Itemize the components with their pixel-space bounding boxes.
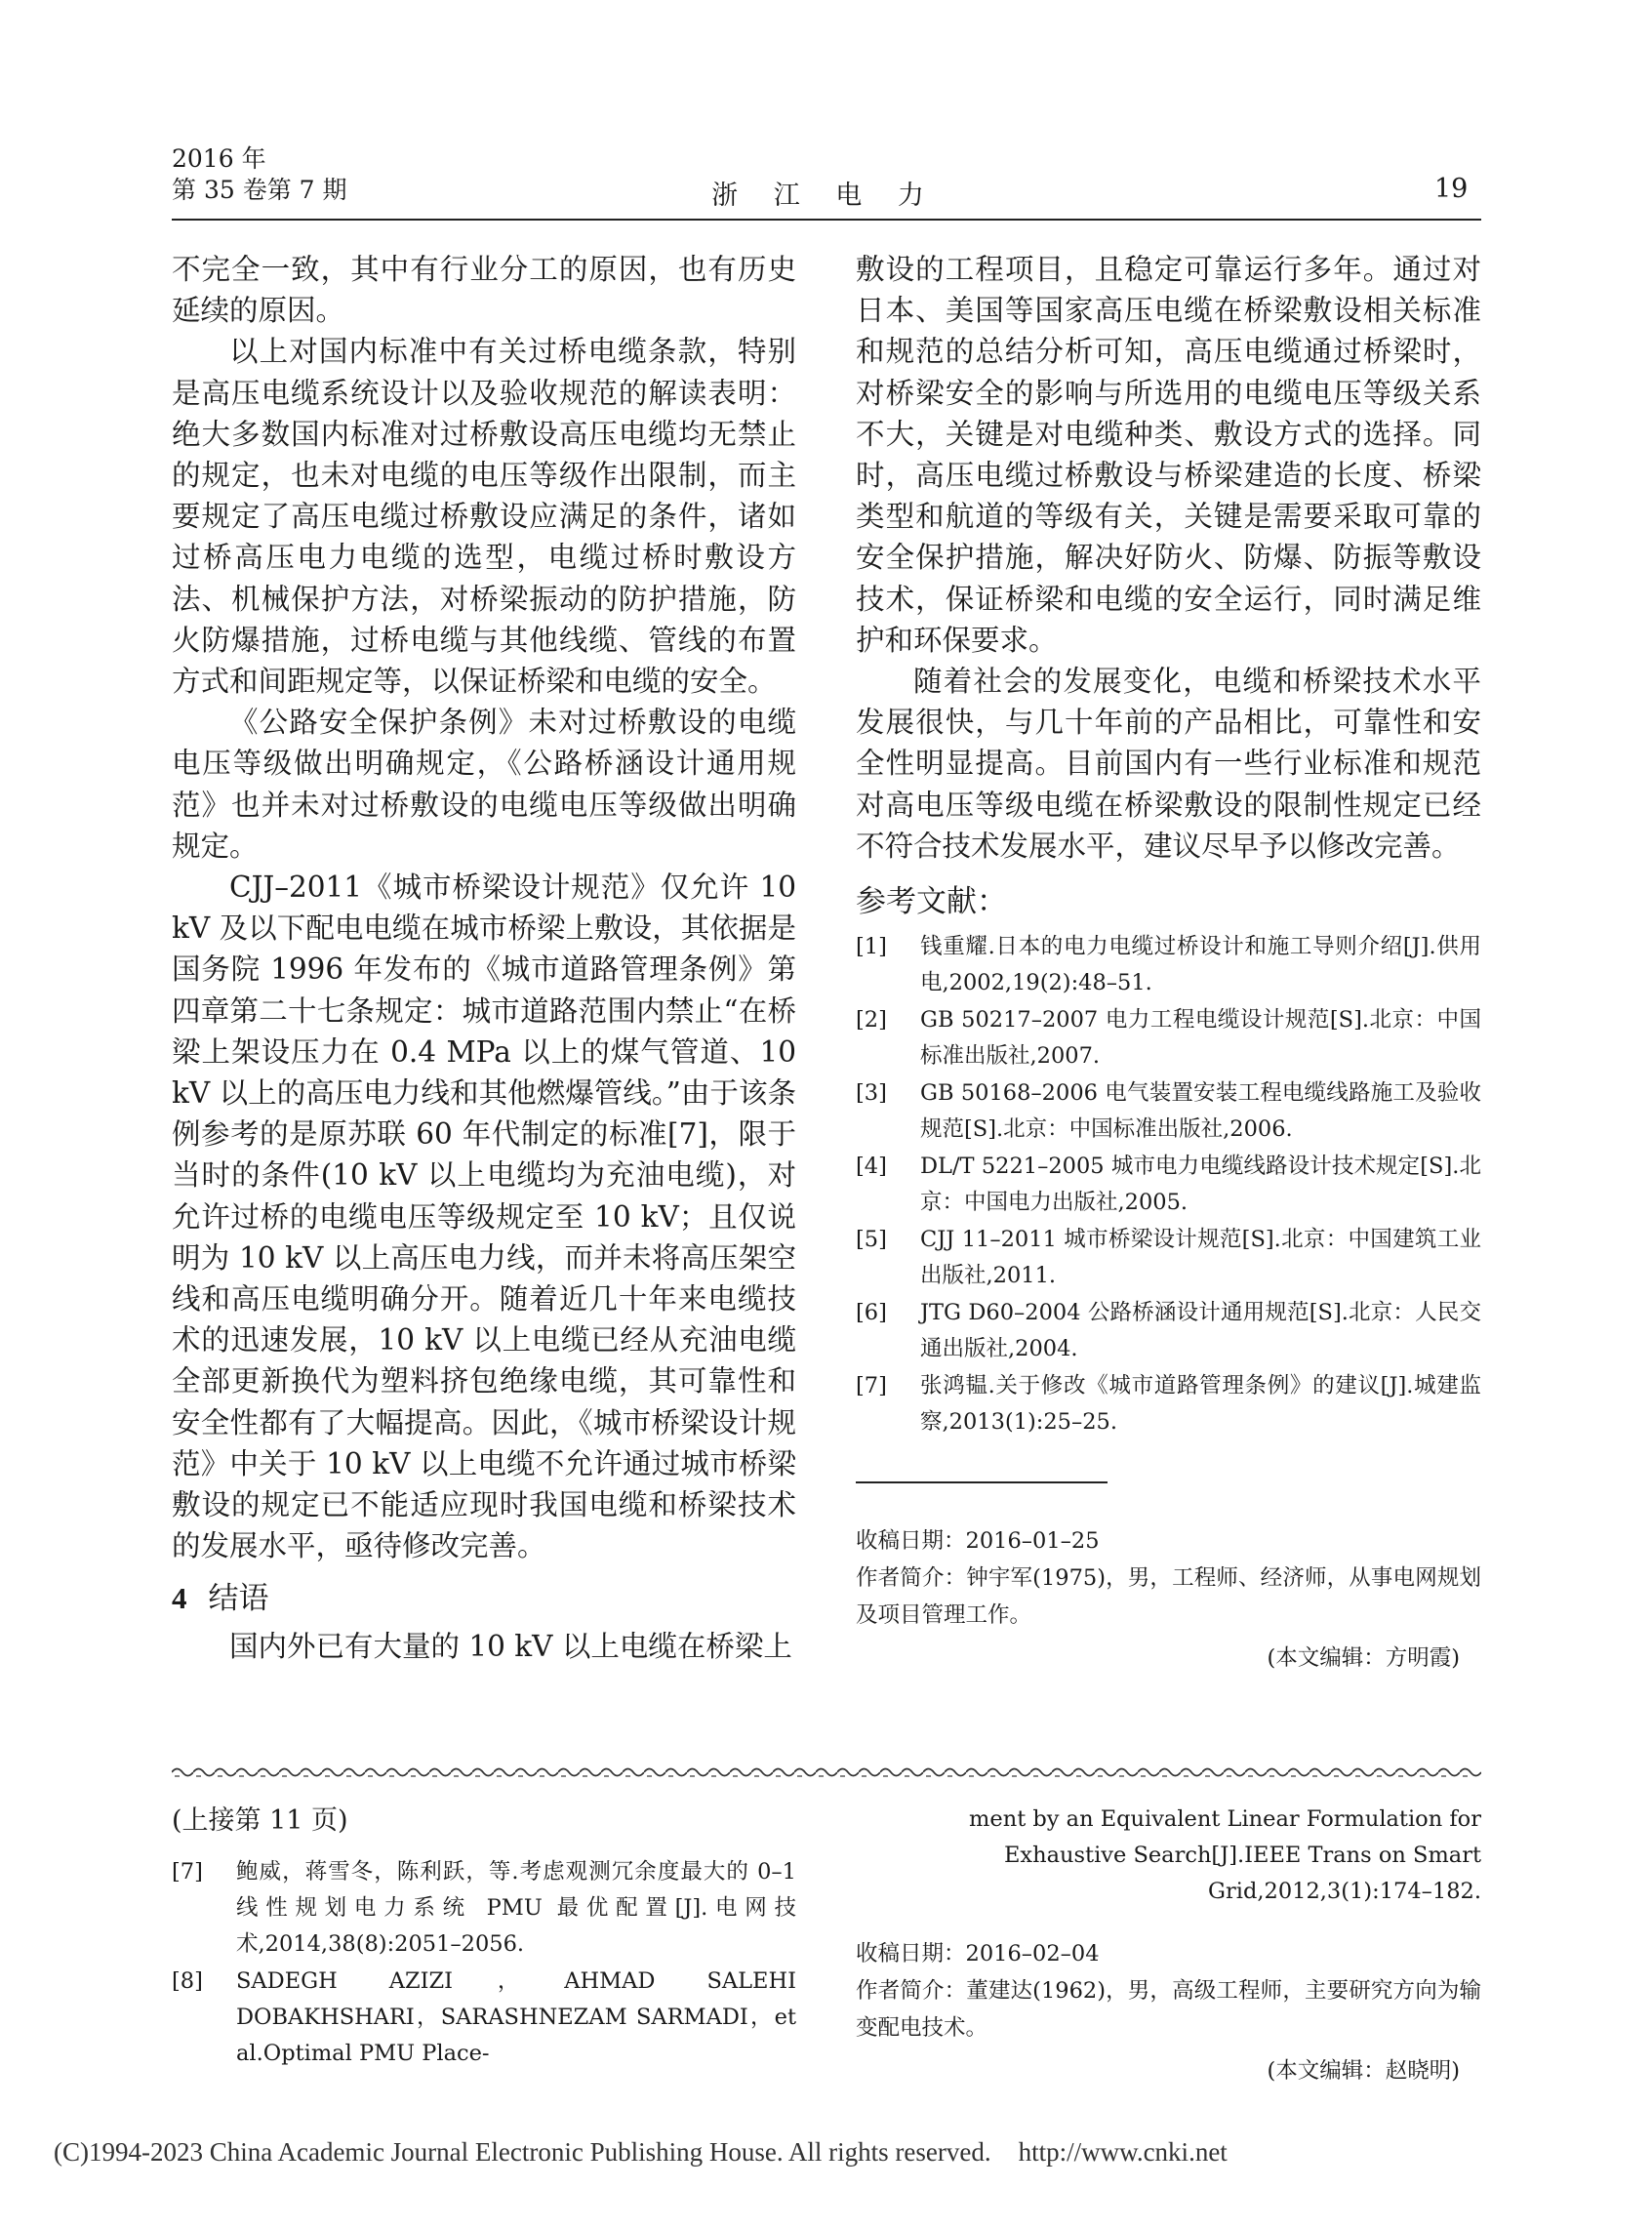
reference-item — [856, 1222, 1481, 1294]
reference-text: CJJ 11–2011 城市桥梁设计规范[S].北京：中国建筑工业出版社,2011. — [920, 1227, 1481, 1289]
references-title: 参考文献： — [856, 884, 1007, 920]
reference-item — [856, 1149, 1481, 1221]
reference-item — [172, 1964, 796, 2072]
left-column — [172, 249, 796, 1667]
reference-tag: [5] — [856, 1227, 887, 1253]
reference-text: SADEGH AZIZI，AHMAD SALEHI DOBAKHSHARI，SARASHNEZAM SARMADI，et al.Optimal PMU Place- — [236, 1968, 796, 2066]
editor-note: (本文编辑：方明霞) — [1267, 1645, 1460, 1672]
right-column — [856, 249, 1481, 1677]
section-number: 4 — [172, 1580, 187, 1615]
paragraph: CJJ–2011《城市桥梁设计规范》仅允许 10 kV 及以下配电电缆在城市桥梁上敷设，其依据是国务院 1996 年发布的《城市道路管理条例》第四章第二十七条规定：城市道路范围内禁止“在桥梁上架设压力在 0.4 MPa 以上的煤气管道、10 kV 以上的高压电力线和其他燃爆管线。”由于该条例参考的是原苏联 60 年代制定的标准[7]，限于当时的条件(10 kV 以上电缆均为充油电缆)，对允许过桥的电缆电压等级规定至 10 kV；且仅说明为 10 kV 以上高压电力线，而并未将高压架空线和高压电缆明确分开。随着近几十年来电缆技术的迅速发展，10 kV 以上电缆已经从充油电缆全部更新换代为塑料挤包绝缘电缆，其可靠性和安全性都有了大幅提高。因此，《城市桥梁设计规范》中关于 10 kV 以上电缆不允许通过城市桥梁敷设的规定已不能适应现时我国电缆和桥梁技术的发展水平，亟待修改完善。 — [172, 871, 796, 1563]
reference-list — [856, 929, 1481, 1440]
reference-item — [856, 1368, 1481, 1440]
reference-text: GB 50217–2007 电力工程电缆设计规范[S].北京：中国标准出版社,2007. — [920, 1007, 1481, 1070]
journal-title: 浙 江 电 力 — [711, 181, 938, 211]
reference-text: 钱重耀.日本的电力电缆过桥设计和施工导则介绍[J].供用电,2002,19(2):48–51. — [920, 934, 1481, 996]
paragraph: 《公路安全保护条例》未对过桥敷设的电缆电压等级做出明确规定，《公路桥涵设计通用规范》也并未对过桥敷设的电缆电压等级做出明确规定。 — [172, 706, 796, 863]
reference-text: JTG D60–2004 公路桥涵设计通用规范[S].北京：人民交通出版社,2004. — [920, 1300, 1481, 1362]
reference-tag: [1] — [856, 934, 887, 960]
reference-item — [856, 1295, 1481, 1367]
reference-text: DL/T 5221–2005 城市电力电缆线路设计技术规定[S].北京：中国电力出版社,2005. — [920, 1154, 1481, 1216]
paragraph: 不完全一致，其中有行业分工的原因，也有历史延续的原因。 — [172, 253, 796, 328]
section-heading — [172, 1577, 796, 1620]
reference-text: GB 50168–2006 电气装置安装工程电缆线路施工及验收规范[S].北京：中国标准出版社,2006. — [920, 1080, 1481, 1143]
continuation-left — [172, 1802, 796, 2073]
page-number: 19 — [1434, 174, 1469, 204]
header-rule — [172, 219, 1481, 221]
reference-text: 张鸿韫.关于修改《城市道路管理条例》的建议[J].城建监察,2013(1):25–25. — [920, 1373, 1481, 1436]
copyright-footer — [54, 2137, 1361, 2168]
reference-item — [856, 1002, 1481, 1074]
reference-item — [172, 1854, 796, 1963]
reference-tag: [8] — [172, 1968, 203, 1994]
reference-text: 鲍威，蒋雪冬，陈利跃，等.考虑观测冗余度最大的 0–1 线性规划电力系统 PMU 最优配置[J].电网技术,2014,38(8):2051–2056. — [236, 1859, 796, 1957]
paragraph: 敷设的工程项目，且稳定可靠运行多年。通过对日本、美国等国家高压电缆在桥梁敷设相关标准和规范的总结分析可知，高压电缆通过桥梁时，对桥梁安全的影响与所选用的电缆电压等级关系不大，关键是对电缆种类、敷设方式的选择。同时，高压电缆过桥敷设与桥梁建造的长度、桥梁类型和航道的等级有关，关键是需要采取可靠的安全保护措施，解决好防火、防爆、防振等敷设技术，保证桥梁和电缆的安全运行，同时满足维护和环保要求。 — [856, 253, 1481, 657]
continuation-heading: (上接第 11 页) — [172, 1805, 348, 1836]
author-intro: 作者简介：董建达(1962)，男，高级工程师，主要研究方向为输变配电技术。 — [856, 1978, 1481, 2041]
reference-item — [856, 1075, 1481, 1148]
wavy-divider — [172, 1764, 1481, 1780]
continuation-reference-list — [172, 1854, 796, 2072]
reference-tag: [4] — [856, 1154, 887, 1180]
paragraph: 以上对国内标准中有关过桥电缆条款，特别是高压电缆系统设计以及验收规范的解读表明：绝大多数国内标准对过桥敷设高压电缆均无禁止的规定，也未对电缆的电压等级作出限制，而主要规定了高压电缆过桥敷设应满足的条件，诸如过桥高压电力电缆的选型，电缆过桥时敷设方法、机械保护方法，对桥梁振动的防护措施，防火防爆措施，过桥电缆与其他线缆、管线的布置方式和间距规定等，以保证桥梁和电缆的安全。 — [172, 335, 796, 699]
reference-tag: [3] — [856, 1080, 887, 1107]
header-year: 2016 年 — [172, 144, 266, 173]
paragraph: 国内外已有大量的 10 kV 以上电缆在桥梁上 — [229, 1629, 792, 1663]
reference-tag: [6] — [856, 1300, 887, 1326]
paragraph: 随着社会的发展变化，电缆和桥梁技术水平发展很快，与几十年前的产品相比，可靠性和安全性明显提高。目前国内有一些行业标准和规范对高电压等级电缆在桥梁敷设的限制性规定已经不符合技术发展水平，建议尽早予以修改完善。 — [856, 665, 1481, 863]
reference-tag: [7] — [856, 1373, 887, 1399]
received-date: 收稿日期：2016–01–25 — [856, 1528, 1100, 1555]
reference-tag: [2] — [856, 1007, 887, 1033]
editor-note: (本文编辑：赵晓明) — [1267, 2058, 1460, 2084]
section-title: 结语 — [208, 1580, 269, 1616]
footer-url[interactable]: http://www.cnki.net — [1018, 2137, 1228, 2167]
continuation-right — [856, 1802, 1481, 2089]
author-intro: 作者简介：钟宇军(1975)，男，工程师、经济师，从事电网规划及项目管理工作。 — [856, 1565, 1481, 1629]
reference-tag: [7] — [172, 1859, 203, 1885]
header-issue: 第 35 卷第 7 期 — [172, 176, 347, 204]
reference-continuation: ment by an Equivalent Linear Formulation for Exhaustive Search[J].IEEE Trans on Smart Grid,2012,3(1):174–182. — [969, 1806, 1481, 1904]
footnote-rule — [856, 1481, 1108, 1483]
reference-item — [856, 929, 1481, 1001]
received-date: 收稿日期：2016–02–04 — [856, 1941, 1100, 1966]
copyright-text: (C)1994-2023 China Academic Journal Electronic Publishing House. All rights reserved. — [54, 2137, 991, 2167]
